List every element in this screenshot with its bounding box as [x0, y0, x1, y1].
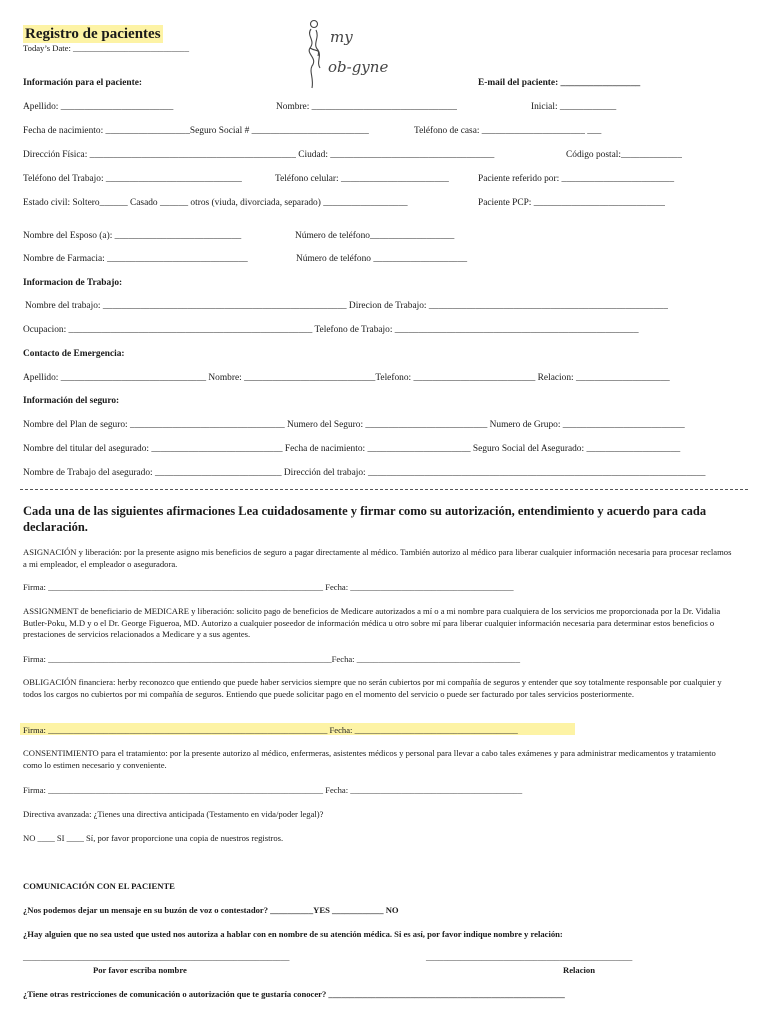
consentimiento-text: CONSENTIMIENTO para el tratamiento: por la presente autorizo al médico, enfermeras, asistentes médicos y personal para llevar a cabo tales exámenes y para administrar medicamentos y tratamiento como lo estimen necesario y conveniente.: [23, 748, 716, 770]
referred-by-field[interactable]: Paciente referido por: ________________________: [478, 174, 675, 184]
postal-code-field[interactable]: Código postal:_____________: [566, 150, 682, 160]
insurance-info-heading: Información del seguro:: [23, 396, 120, 406]
pharmacy-phone-field[interactable]: Número de teléfono ____________________: [296, 254, 468, 264]
communication-heading: COMUNICACIÓN CON EL PACIENTE: [23, 881, 175, 891]
insured-holder-field[interactable]: Nombre del titular del asegurado: ____________________________ Fecha de nacimiento: ______________________ Seguro Social del Asegurado: ____________________: [23, 444, 681, 454]
obligacion-text: OBLIGACIÓN financiera: herby reconozco que entiendo que puede haber servicios siempre que no serán cubiertos por mi compañía de seguros y entender que soy totalmente responsable por cualquier y todos los cargos no cubiertos por mi compañía de seguros. Entiendo que puede solicitar pago en el momento del servicio o puede ser facturado por tales servicios posteriormente.: [23, 677, 722, 699]
advance-directive-question: Directiva avanzada: ¿Tienes una directiva anticipada (Testamento en vida/poder legal)?: [23, 809, 324, 819]
spouse-name-field[interactable]: Nombre del Esposo (a): ___________________________: [23, 231, 242, 241]
cell-phone-field[interactable]: Teléfono celular: _______________________: [275, 174, 449, 184]
emergency-contact-field[interactable]: Apellido: _______________________________ Nombre: ____________________________Telefono: __________________________ Relacion: ____________________: [23, 373, 670, 383]
page-title: Registro de pacientes: [25, 26, 161, 42]
svg-text:my: my: [330, 28, 353, 46]
occupation-work-phone-field[interactable]: Ocupacion: ____________________________________________________ Telefono de Trabajo: ____________________________________________________: [23, 325, 639, 335]
name-label: Por favor escriba nombre: [93, 965, 187, 975]
patient-info-heading: Información para el paciente:: [23, 78, 142, 88]
signature-line-4[interactable]: Firma: ________________________________________________________________ Fecha: ________________________________________: [23, 785, 523, 795]
todays-date-field[interactable]: Today’s Date: ___________________________: [23, 43, 190, 53]
medicare-text: ASSIGNMENT de beneficiario de MEDICARE y liberación: solicito pago de beneficios de Medicare autorizados a mí o a mi nombre para cualquiera de los servicios me proporcionada por la Dr. Vidalia Butler-Poku, M.D y o el Dr. George Figueroa, MD. Autorizo a cualquier poseedor de información médica u otro sobre mí para liberar cualquier información necesaria para determinar estos beneficios o prestaciones de servicios relacionados a Medicare y a sus agentes.: [23, 606, 721, 639]
spouse-phone-field[interactable]: Número de teléfono__________________: [295, 231, 455, 241]
signature-line-2[interactable]: Firma: __________________________________________________________________Fecha: ______________________________________: [23, 654, 520, 664]
address-city-field[interactable]: Dirección Física: ____________________________________________ Ciudad: ___________________________________: [23, 150, 495, 160]
signature-line-1[interactable]: Firma: ________________________________________________________________ Fecha: ______________________________________: [23, 582, 514, 592]
statements-heading: Cada una de las siguientes afirmaciones Lea cuidadosamente y firmar como su autorización, entendimiento y acuerdo para cada declaración.: [23, 504, 707, 534]
voicemail-question[interactable]: ¿Nos podemos dejar un mensaje en su buzón de voz o contestador? __________YES ____________ NO: [23, 905, 399, 915]
section-divider: [20, 489, 748, 490]
pcp-field[interactable]: Paciente PCP: ____________________________: [478, 198, 665, 208]
nombre-field[interactable]: Nombre: _______________________________: [276, 102, 457, 112]
authorized-person-question: ¿Hay alguien que no sea usted que usted nos autoriza a hablar con en nombre de su atención médica. Si es así, por favor indique nombre y relación:: [23, 929, 563, 939]
insured-employer-field[interactable]: Nombre de Trabajo del asegurado: ___________________________ Dirección del trabajo: ________________________________________________________________________: [23, 468, 706, 478]
work-info-heading: Informacion de Trabajo:: [23, 278, 123, 288]
work-name-address-field[interactable]: Nombre del trabajo: ____________________________________________________ Direcion de Trabajo: ___________________________________________________: [25, 301, 668, 311]
authorized-name-line[interactable]: ______________________________________________________________: [23, 952, 290, 962]
apellido-field[interactable]: Apellido: ________________________: [23, 102, 174, 112]
relation-label: Relacion: [563, 965, 595, 975]
signature-line-3[interactable]: Firma: _________________________________________________________________ Fecha: ______________________________________: [23, 725, 518, 735]
pharmacy-name-field[interactable]: Nombre de Farmacia: ______________________________: [23, 254, 248, 264]
birthdate-ssn-field[interactable]: Fecha de nacimiento: __________________Seguro Social # _________________________: [23, 126, 369, 136]
emergency-contact-heading: Contacto de Emergencia:: [23, 349, 125, 359]
marital-status-field[interactable]: Estado civil: Soltero______ Casado ______ otros (viuda, divorciada, separado) __________________: [23, 198, 408, 208]
my-ob-gyne-logo: [298, 18, 398, 94]
svg-text:ob-gyne: ob-gyne: [328, 58, 389, 76]
advance-directive-field[interactable]: NO ____ SI ____ Sí, por favor proporcione una copia de nuestros registros.: [23, 833, 284, 843]
insurance-plan-field[interactable]: Nombre del Plan de seguro: _________________________________ Numero del Seguro: __________________________ Numero de Grupo: __________________________: [23, 420, 685, 430]
inicial-field[interactable]: Inicial: ____________: [531, 102, 617, 112]
restrictions-question[interactable]: ¿Tiene otras restricciones de comunicación o autorización que te gustaría conocer? _______________________________________________________: [23, 989, 565, 999]
patient-email-field[interactable]: E-mail del paciente: _________________: [478, 78, 641, 88]
asignacion-text: ASIGNACIÓN y liberación: por la presente asigno mis beneficios de seguro a pagar directamente al médico. También autorizo al médico para liberar cualquier información necesaria para procesar reclamos a mi empleador, el empleador o aseguradora.: [23, 547, 732, 569]
work-phone-field[interactable]: Teléfono del Trabajo: _____________________________: [23, 174, 242, 184]
authorized-relation-line[interactable]: ________________________________________________: [426, 952, 633, 962]
home-phone-field[interactable]: Teléfono de casa: ______________________ ___: [414, 126, 602, 136]
